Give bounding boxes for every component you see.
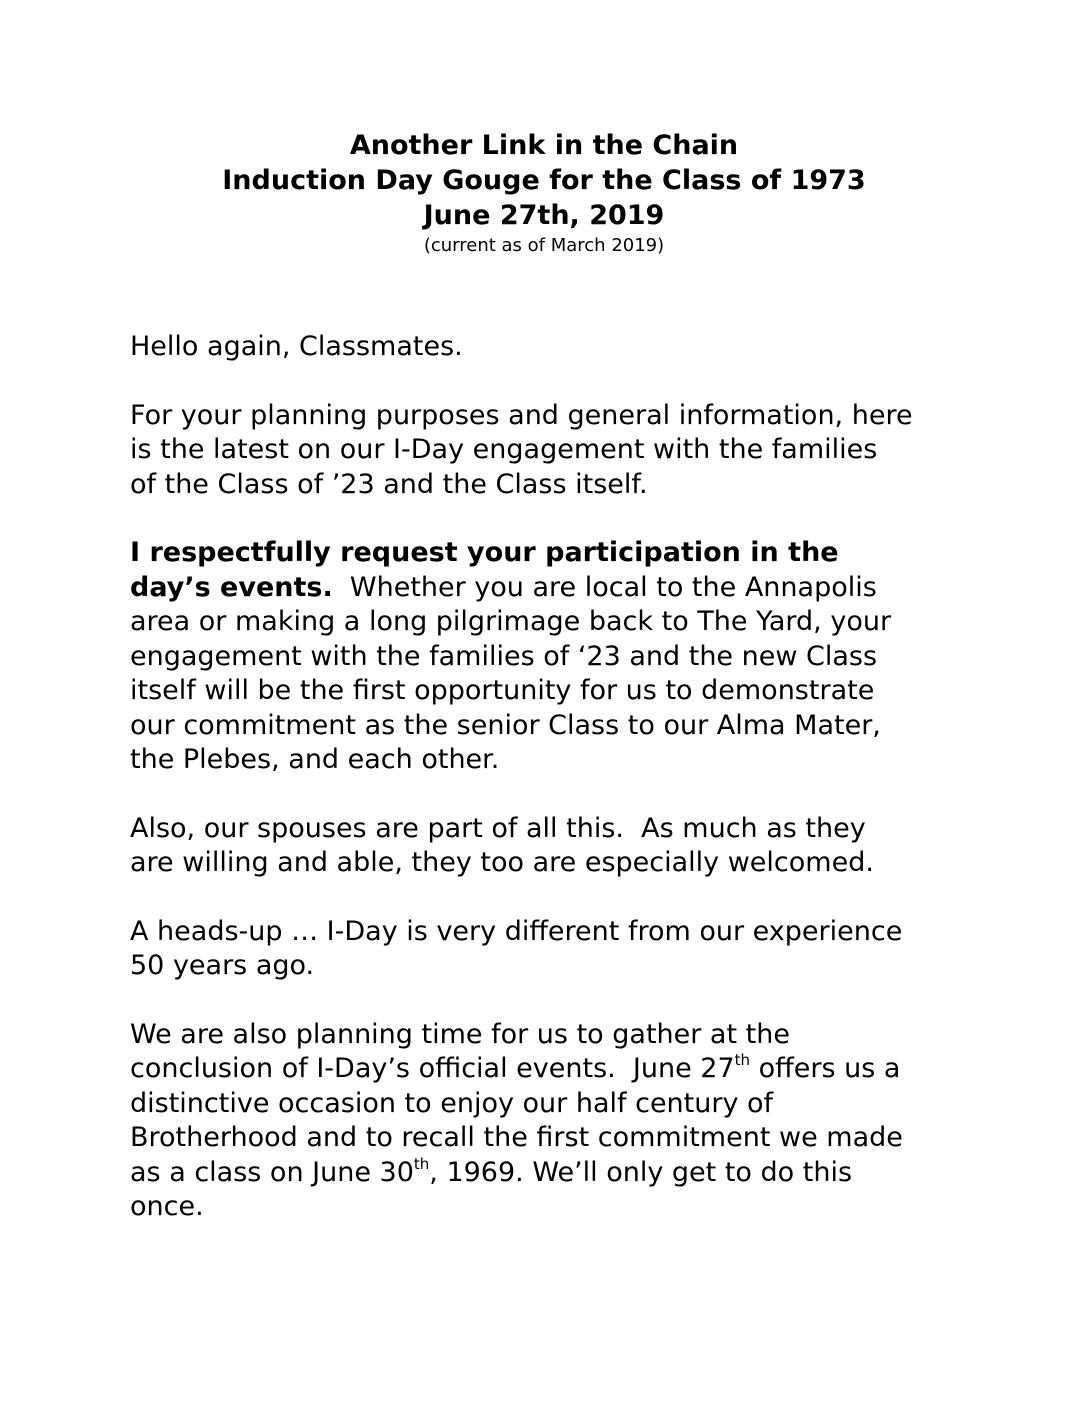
- request-bold-line: I respectfully request your participation in the: [130, 537, 839, 568]
- paragraph-line: our commitment as the senior Class to our Alma Mater,: [130, 709, 881, 741]
- paragraph-text: Whether you are local to the Annapolis: [332, 571, 877, 603]
- title-line-1: Another Link in the Chain: [349, 130, 739, 161]
- paragraph-line: once.: [130, 1191, 204, 1222]
- paragraph-text: conclusion of I-Day’s official events. June 27: [130, 1053, 735, 1084]
- title-line-2: Induction Day Gouge for the Class of 1973: [222, 165, 866, 196]
- title-note: (current as of March 2019): [423, 235, 665, 256]
- paragraph-text: , 1969. We’ll only get to do this: [429, 1156, 853, 1188]
- paragraph-planning: [130, 399, 1010, 503]
- paragraph-line: itself will be the first opportunity for us to demonstrate: [130, 675, 875, 706]
- paragraph-line: 50 years ago.: [130, 950, 315, 981]
- paragraph-line: [130, 1156, 1010, 1191]
- paragraph-line: For your planning purposes and general information, here: [130, 399, 913, 431]
- title-date: June 27th, 2019: [423, 200, 665, 231]
- paragraph-line: [130, 571, 1010, 606]
- superscript: th: [413, 1154, 430, 1173]
- paragraph-line: is the latest on our I-Day engagement with the families: [130, 434, 878, 465]
- paragraph-line: of the Class of ’23 and the Class itself.: [130, 468, 648, 500]
- request-bold-phrase: day’s events.: [130, 571, 333, 603]
- paragraph-line: area or making a long pilgrimage back to The Yard, your: [130, 606, 892, 637]
- paragraph-line: Also, our spouses are part of all this. As much as they: [130, 812, 866, 844]
- title-block: [0, 128, 1088, 259]
- paragraph-line: distinctive occasion to enjoy our half century of: [130, 1087, 774, 1119]
- paragraph-line: We are also planning time for us to gather at the: [130, 1018, 790, 1050]
- greeting-text: Hello again, Classmates.: [130, 331, 463, 362]
- paragraph-spouses: [130, 812, 1010, 881]
- greeting: [130, 330, 1010, 365]
- letter-body: [130, 330, 1010, 1259]
- paragraph-text: as a class on June 30: [130, 1156, 414, 1188]
- superscript: th: [734, 1051, 751, 1069]
- paragraph-text: offers us a: [750, 1053, 901, 1084]
- paragraph-heads-up: [130, 915, 1010, 984]
- paragraph-request: [130, 536, 1010, 778]
- paragraph-line: A heads-up … I-Day is very different from our experience: [130, 915, 903, 947]
- paragraph-line: are willing and able, they too are especially welcomed.: [130, 847, 874, 878]
- paragraph-line: [130, 1052, 1010, 1087]
- paragraph-gathering: [130, 1018, 1010, 1225]
- paragraph-line: engagement with the families of ‘23 and the new Class: [130, 640, 878, 672]
- paragraph-line: Brotherhood and to recall the first commitment we made: [130, 1122, 903, 1153]
- paragraph-line: the Plebes, and each other.: [130, 744, 500, 775]
